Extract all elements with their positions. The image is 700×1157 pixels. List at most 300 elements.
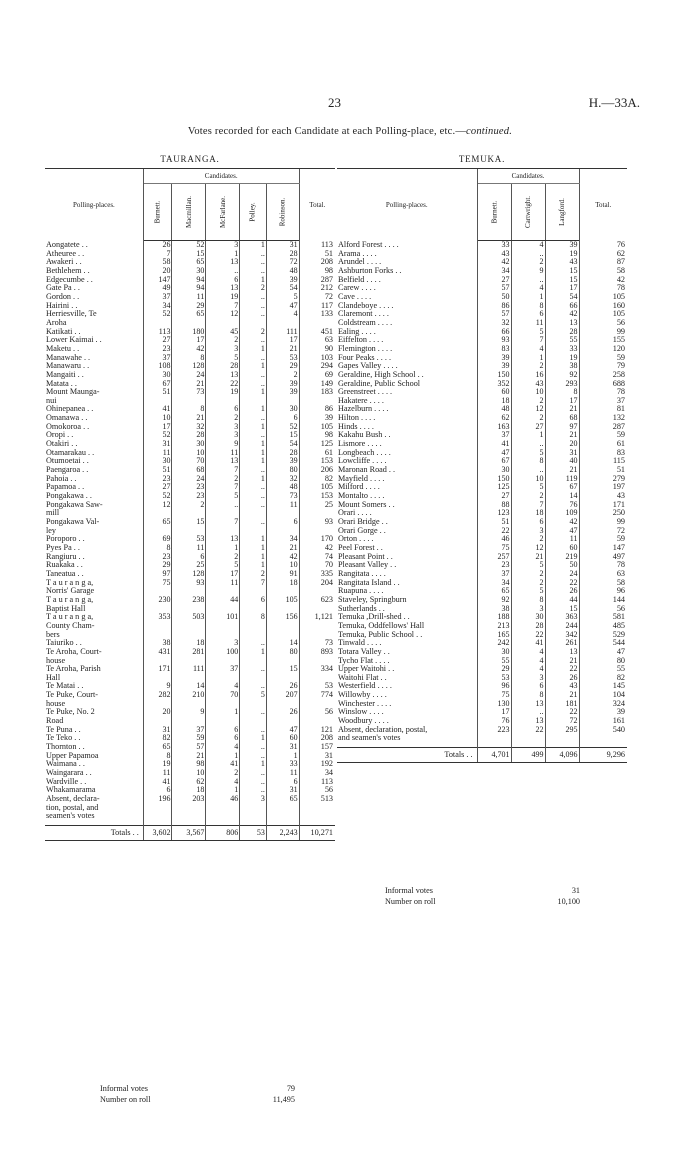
row-total: 212 (299, 284, 335, 293)
vote-count: 60 (266, 734, 299, 743)
table-row (337, 579, 627, 588)
region-title-tauranga: TAURANGA. (45, 150, 335, 169)
row-total: 74 (299, 553, 335, 562)
vote-count: 2 (511, 570, 545, 579)
row-total: 497 (579, 553, 627, 562)
vote-count: 55 (477, 657, 511, 666)
vote-count (172, 812, 206, 821)
vote-count: 1 (240, 475, 267, 484)
vote-count: 8 (172, 405, 206, 414)
vote-count: .. (240, 414, 267, 423)
row-total: 104 (579, 691, 627, 700)
row-total: 99 (579, 328, 627, 337)
vote-count: 46 (206, 795, 240, 804)
polling-place: Paengaroa . . (46, 466, 89, 475)
vote-count: 54 (545, 293, 579, 302)
page-number: 23 (328, 95, 341, 110)
vote-count: 1 (206, 250, 240, 259)
vote-count: .. (511, 440, 545, 449)
candidate-header: McFarlane. (206, 184, 240, 241)
vote-count: 113 (143, 328, 172, 337)
row-total: 42 (299, 544, 335, 553)
vote-count: 11 (143, 449, 172, 458)
vote-count: 23 (143, 345, 172, 354)
number-on-roll-value: 10,100 (557, 897, 580, 906)
polling-place: Rangitata Island . . (338, 578, 400, 587)
table-row (337, 587, 627, 596)
table-row (337, 501, 627, 510)
vote-count: 181 (545, 700, 579, 709)
vote-count: 1 (240, 553, 267, 562)
vote-count: 30 (266, 405, 299, 414)
table-row (45, 518, 335, 527)
polling-place: T a u r a n g a, (46, 578, 94, 587)
vote-count: 10 (511, 475, 545, 484)
row-total: 93 (299, 518, 335, 527)
vote-count: 20 (143, 708, 172, 717)
vote-count: 65 (477, 587, 511, 596)
polling-place: Arundel . . . . (338, 258, 382, 267)
vote-count: 26 (545, 587, 579, 596)
vote-count: 41 (511, 639, 545, 648)
totals-row (337, 748, 627, 763)
vote-count: 11 (511, 319, 545, 328)
vote-count: 34 (477, 579, 511, 588)
row-total: 513 (299, 795, 335, 804)
vote-count: 21 (511, 553, 545, 562)
vote-count: 238 (172, 596, 206, 605)
vote-count (240, 622, 267, 631)
vote-count: 1 (240, 440, 267, 449)
vote-count: 27 (511, 423, 545, 432)
polling-place: Manawaru . . (46, 362, 90, 371)
table-row (337, 492, 627, 501)
polling-place: Lowcliffe . . . . (338, 457, 387, 466)
row-total: 78 (579, 284, 627, 293)
vote-count: 54 (266, 440, 299, 449)
row-total: 51 (579, 466, 627, 475)
vote-count: 13 (545, 648, 579, 657)
polling-place: seamen's votes (46, 812, 95, 821)
vote-count: 32 (266, 475, 299, 484)
polling-place: Te Puke, No. 2 (46, 708, 95, 717)
vote-count: 29 (143, 561, 172, 570)
vote-count: 295 (545, 726, 579, 735)
row-total: 155 (579, 336, 627, 345)
polling-places-header: Polling-places. (45, 169, 143, 241)
caption-main: Votes recorded for each Candidate at each Polling-place, etc.— (187, 126, 467, 137)
table-row (337, 431, 627, 440)
polling-place: Coldstream . . . . (338, 318, 393, 327)
totals-label: Totals . . (337, 748, 477, 763)
vote-count: 105 (266, 596, 299, 605)
table-row (337, 241, 627, 250)
vote-count: 44 (545, 596, 579, 605)
table-caption (0, 126, 700, 137)
polling-place: Te Matai . . (46, 682, 84, 691)
vote-count: 10 (172, 769, 206, 778)
table-row (45, 509, 335, 518)
table-row (45, 284, 335, 293)
polling-place: ley (46, 526, 57, 535)
row-total: 43 (579, 492, 627, 501)
vote-count: 42 (477, 258, 511, 267)
table-row (337, 561, 627, 570)
table-row (337, 700, 627, 709)
polling-place: Gate Pa . . (46, 284, 80, 293)
vote-count: 47 (545, 527, 579, 536)
vote-count: 8 (143, 544, 172, 553)
vote-count: 11 (266, 501, 299, 510)
total-header: Total. (299, 169, 335, 241)
vote-count: 28 (266, 449, 299, 458)
vote-count: 18 (172, 639, 206, 648)
vote-count: 9 (206, 440, 240, 449)
vote-count: 27 (477, 492, 511, 501)
polling-place: Willowby . . . . (338, 691, 387, 700)
vote-count: 6 (172, 553, 206, 562)
vote-count: 8 (511, 302, 545, 311)
vote-count (172, 622, 206, 631)
vote-count: 27 (477, 276, 511, 285)
vote-count: 6 (266, 414, 299, 423)
vote-count: 62 (172, 778, 206, 787)
row-total: 56 (299, 786, 335, 795)
table-row (45, 362, 335, 371)
table-row (337, 276, 627, 285)
candidate-total: 499 (511, 748, 545, 763)
vote-count: 31 (143, 440, 172, 449)
vote-count: 34 (143, 302, 172, 311)
vote-count: 230 (143, 596, 172, 605)
table-row (337, 734, 627, 743)
vote-count: 7 (511, 501, 545, 510)
vote-count: 65 (143, 743, 172, 752)
vote-count: 15 (266, 665, 299, 674)
table-row (337, 440, 627, 449)
vote-count: 109 (545, 509, 579, 518)
polling-place: Waimana . . (46, 760, 85, 769)
polling-place: Oropi . . (46, 431, 74, 440)
table-row (337, 631, 627, 640)
vote-count: 88 (477, 501, 511, 510)
vote-count: 6 (511, 682, 545, 691)
row-total: 581 (579, 613, 627, 622)
vote-count: 207 (266, 691, 299, 700)
table-row (337, 362, 627, 371)
polling-place: Pyes Pa . . (46, 543, 80, 552)
polling-place: tion, postal, and (46, 803, 99, 812)
region-title-temuka: TEMUKA. (337, 150, 627, 169)
vote-count: 65 (143, 518, 172, 527)
vote-count: 5 (511, 561, 545, 570)
vote-count: 30 (143, 371, 172, 380)
vote-count: .. (240, 267, 267, 276)
vote-count: 69 (143, 535, 172, 544)
vote-count: 11 (143, 769, 172, 778)
vote-count: 42 (545, 310, 579, 319)
polling-place: house (46, 699, 66, 708)
vote-count: 1 (240, 544, 267, 553)
row-total: 529 (579, 631, 627, 640)
vote-count: 57 (477, 284, 511, 293)
table-row (45, 310, 335, 319)
vote-count: 37 (143, 354, 172, 363)
grand-total: 10,271 (299, 825, 335, 840)
vote-count: 8 (511, 596, 545, 605)
vote-count: 1 (206, 544, 240, 553)
table-row (337, 466, 627, 475)
vote-count: 13 (511, 700, 545, 709)
row-total: 86 (299, 405, 335, 414)
vote-count: 13 (206, 258, 240, 267)
vote-count: 4 (206, 682, 240, 691)
vote-count: 43 (545, 682, 579, 691)
vote-count: 8 (545, 388, 579, 397)
vote-count: 213 (477, 622, 511, 631)
vote-count: 39 (266, 388, 299, 397)
vote-count: 52 (266, 423, 299, 432)
table-row (337, 544, 627, 553)
polling-place: Herriesville, Te (46, 310, 97, 319)
total-header: Total. (579, 169, 627, 241)
vote-count: 12 (143, 501, 172, 510)
polling-place: Hakatere . . . . (338, 396, 384, 405)
vote-count: 282 (143, 691, 172, 700)
vote-count: 19 (143, 760, 172, 769)
vote-count: 293 (545, 380, 579, 389)
vote-count (172, 804, 206, 813)
vote-count: 2 (511, 492, 545, 501)
vote-count: 203 (172, 795, 206, 804)
polling-place: Manawahe . . (46, 353, 91, 362)
row-total: 204 (299, 579, 335, 588)
vote-count: 1 (240, 362, 267, 371)
row-total: 79 (579, 362, 627, 371)
candidate-header: Cartwright. (511, 184, 545, 241)
row-total (299, 804, 335, 813)
row-total (299, 622, 335, 631)
row-total: 58 (579, 579, 627, 588)
vote-count: .. (240, 752, 267, 761)
vote-count: 28 (511, 622, 545, 631)
vote-count: .. (511, 708, 545, 717)
vote-count: 51 (143, 388, 172, 397)
row-total: 1,121 (299, 613, 335, 622)
vote-count: 22 (545, 579, 579, 588)
vote-count: 48 (266, 267, 299, 276)
vote-count: 1 (240, 535, 267, 544)
polling-place: Gordon . . (46, 292, 80, 301)
table-row (337, 509, 627, 518)
vote-count: 75 (143, 579, 172, 588)
vote-count: .. (240, 354, 267, 363)
vote-count: 6 (206, 726, 240, 735)
vote-count: 150 (477, 475, 511, 484)
vote-count: 17 (143, 423, 172, 432)
row-total: 287 (299, 276, 335, 285)
polling-place: Awakeri . . (46, 258, 82, 267)
table-row (45, 622, 335, 631)
informal-votes-label: Informal votes (385, 886, 433, 895)
vote-count: 93 (477, 336, 511, 345)
vote-count: 503 (172, 613, 206, 622)
vote-count: 97 (545, 423, 579, 432)
vote-count: 1 (511, 431, 545, 440)
row-total: 76 (579, 241, 627, 250)
vote-count: .. (240, 258, 267, 267)
polling-place: Hilton . . . . (338, 414, 376, 423)
vote-count (143, 804, 172, 813)
vote-count: 38 (477, 605, 511, 614)
vote-count: 39 (266, 380, 299, 389)
row-total: 153 (299, 492, 335, 501)
row-total: 149 (299, 380, 335, 389)
vote-count: 15 (545, 276, 579, 285)
vote-count: 47 (266, 302, 299, 311)
vote-count: 10 (172, 449, 206, 458)
vote-count: 41 (143, 405, 172, 414)
vote-count: 6 (206, 276, 240, 285)
vote-count: 2 (511, 362, 545, 371)
vote-count: 17 (266, 336, 299, 345)
row-total: 544 (579, 639, 627, 648)
vote-count: 2 (240, 328, 267, 337)
vote-count: 21 (545, 405, 579, 414)
candidate-total: 806 (206, 825, 240, 840)
vote-count: 21 (172, 752, 206, 761)
row-total: 59 (579, 535, 627, 544)
table-row (337, 423, 627, 432)
row-total: 90 (299, 345, 335, 354)
vote-count: 38 (545, 362, 579, 371)
vote-count: 1 (240, 561, 267, 570)
vote-count: 13 (511, 717, 545, 726)
polling-place: Four Peaks . . . . (338, 353, 391, 362)
polling-place: Greenstreet . . . . (338, 388, 393, 397)
vote-count: 92 (477, 596, 511, 605)
row-total: 287 (579, 423, 627, 432)
vote-count: 67 (477, 457, 511, 466)
polling-place: Hinds . . . . (338, 422, 374, 431)
vote-count: 6 (511, 310, 545, 319)
vote-count: 7 (206, 302, 240, 311)
vote-count: .. (240, 310, 267, 319)
vote-count: 31 (266, 743, 299, 752)
polling-place: Absent, declaration, postal, (338, 725, 428, 734)
vote-count: 67 (545, 483, 579, 492)
polling-place: Carew . . . . (338, 284, 376, 293)
polling-place: Absent, declara- (46, 795, 100, 803)
polling-place: Bethlehem . . (46, 266, 90, 275)
vote-count: 11 (206, 579, 240, 588)
vote-count: 2 (206, 475, 240, 484)
vote-count: 70 (206, 691, 240, 700)
table-row (337, 310, 627, 319)
vote-count: 38 (143, 639, 172, 648)
polling-place: Temuka, Oddfellows' Hall (338, 621, 425, 630)
row-total: 59 (579, 354, 627, 363)
table-row (45, 812, 335, 821)
candidate-total: 2,243 (266, 825, 299, 840)
polling-place: Aongatete . . (46, 240, 88, 249)
table-row (337, 354, 627, 363)
vote-count: 31 (266, 786, 299, 795)
vote-count: 1 (266, 752, 299, 761)
polling-place: Poroporo . . (46, 535, 85, 544)
row-total: 121 (299, 726, 335, 735)
vote-count: 11 (266, 769, 299, 778)
row-total: 78 (579, 388, 627, 397)
polling-place: Clandeboye . . . . (338, 301, 394, 310)
vote-count: 30 (172, 440, 206, 449)
vote-count: 47 (477, 449, 511, 458)
row-total: 39 (579, 708, 627, 717)
table-row (337, 302, 627, 311)
candidate-total: 3,602 (143, 825, 172, 840)
vote-count: 30 (477, 466, 511, 475)
table-row (45, 596, 335, 605)
vote-count: 47 (266, 726, 299, 735)
vote-count: 49 (143, 284, 172, 293)
vote-count: 1 (240, 241, 267, 250)
vote-count: 62 (477, 414, 511, 423)
polling-place: Waingarara . . (46, 769, 92, 778)
row-total: 63 (579, 570, 627, 579)
row-total: 170 (299, 535, 335, 544)
vote-count (266, 812, 299, 821)
vote-count: 70 (172, 457, 206, 466)
vote-count: 9 (172, 708, 206, 717)
row-total: 58 (579, 267, 627, 276)
row-total: 47 (579, 648, 627, 657)
vote-count: 1 (206, 786, 240, 795)
vote-count: .. (206, 501, 240, 510)
vote-count: .. (240, 682, 267, 691)
vote-count: 4 (511, 345, 545, 354)
polling-place: Lower Kaimai . . (46, 336, 102, 345)
polling-place: Tinwald . . . . (338, 639, 382, 648)
vote-count: 1 (240, 423, 267, 432)
polling-place: Pleasant Point . . (338, 552, 393, 561)
vote-count: 94 (172, 284, 206, 293)
row-total: 73 (299, 639, 335, 648)
vote-count (206, 812, 240, 821)
vote-count: .. (240, 665, 267, 674)
polling-place: Peel Forest . . (338, 543, 383, 552)
row-total: 279 (579, 475, 627, 484)
vote-count: 15 (172, 250, 206, 259)
vote-count: 20 (545, 440, 579, 449)
candidate-total: 4,701 (477, 748, 511, 763)
vote-count: 1 (240, 457, 267, 466)
vote-count: 2 (172, 501, 206, 510)
table-row (45, 302, 335, 311)
vote-count: 223 (477, 726, 511, 735)
row-total: 125 (299, 440, 335, 449)
vote-count: 46 (477, 535, 511, 544)
informal-votes-label: Informal votes (100, 1084, 148, 1093)
row-total: 70 (299, 561, 335, 570)
vote-count: 4 (206, 743, 240, 752)
vote-count: 98 (172, 760, 206, 769)
row-total: 69 (299, 371, 335, 380)
vote-count: 54 (266, 284, 299, 293)
caption-continued: continued. (466, 126, 513, 137)
vote-count: 5 (511, 449, 545, 458)
vote-count: 171 (143, 665, 172, 674)
vote-count: 42 (266, 553, 299, 562)
